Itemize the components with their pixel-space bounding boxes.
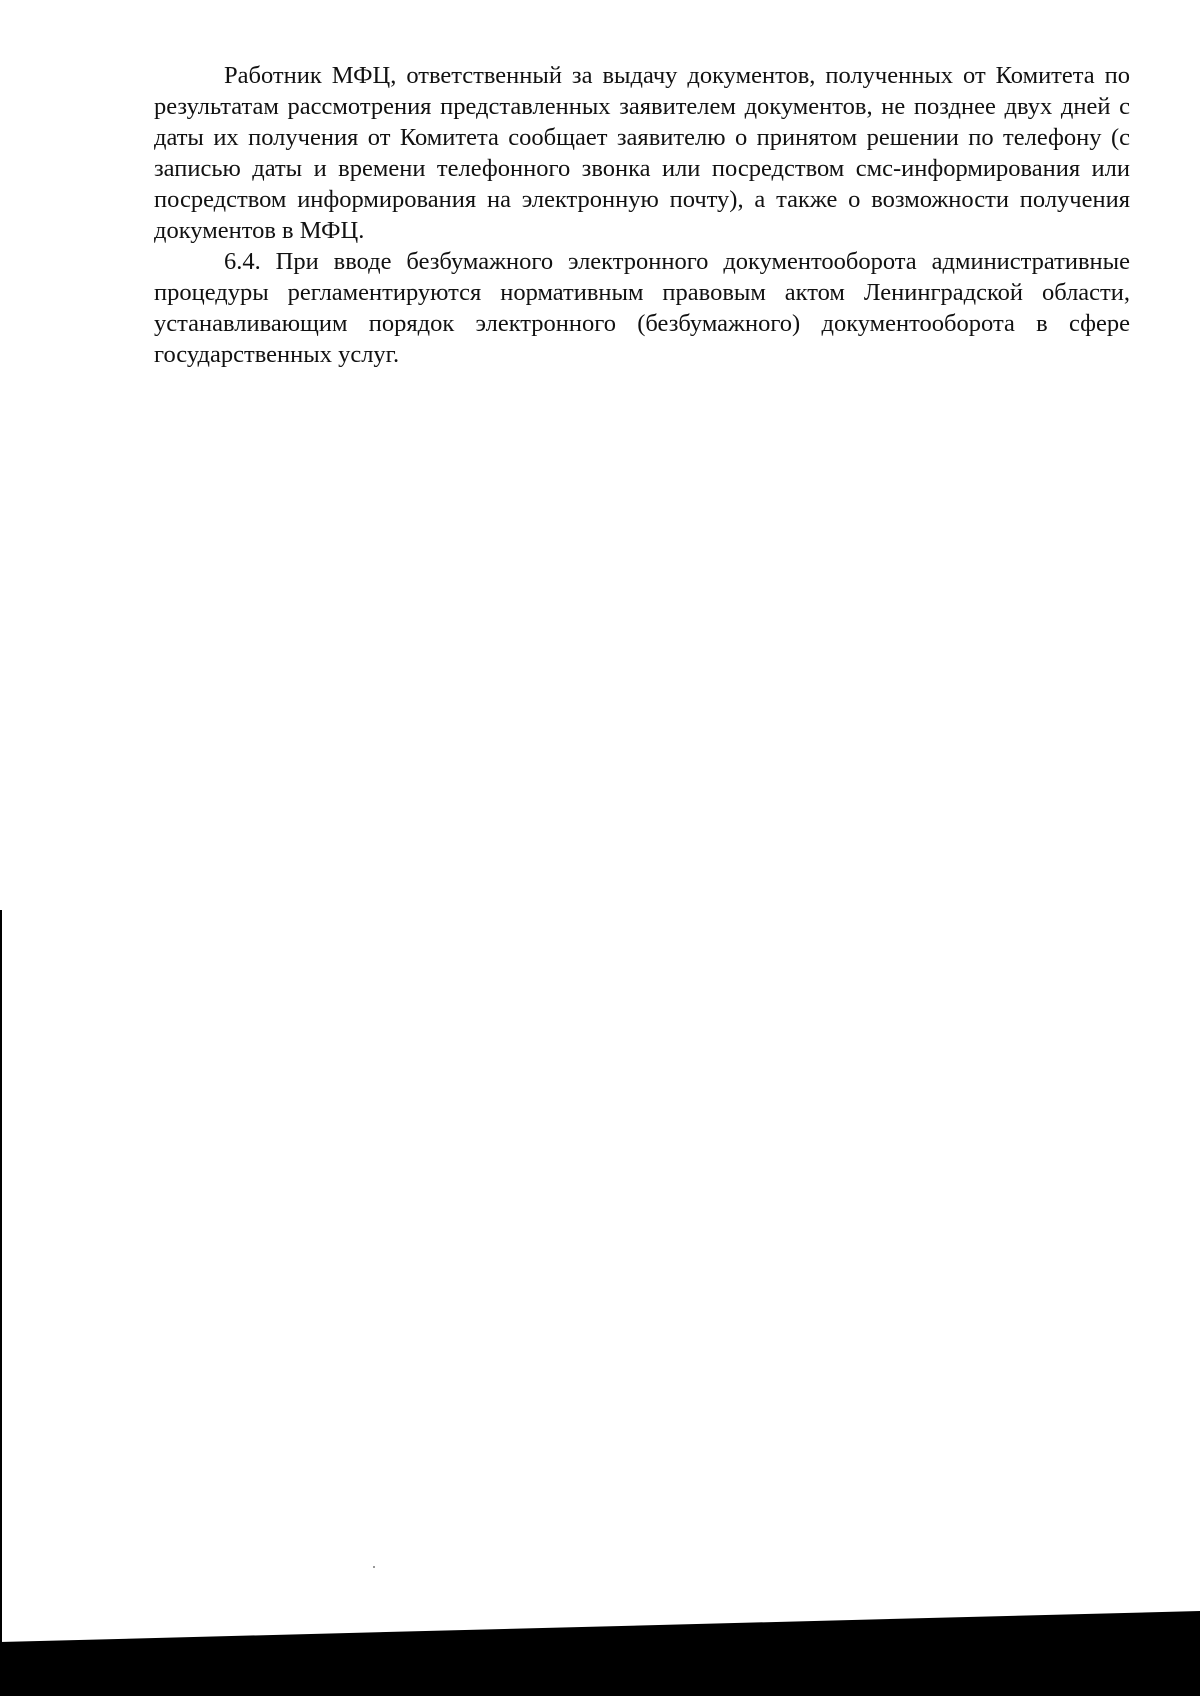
paragraph-mfc-notification: Работник МФЦ, ответственный за выдачу документов, полученных от Комитета по результатам рассмотрения представленных заявителем документов, не позднее двух дней с даты их получения от Комитета сообщает заявителю о принятом решении по телефону (с записью даты и времени телефонного звонка или посредством смс-информирования или посредством информирования на электронную почту), а также о возможности получения документов в МФЦ. xyxy=(154,62,1130,244)
paragraph-6-4: 6.4. При вводе безбумажного электронного документооборота административные процедуры регламентируются нормативным правовым актом Ленинградской области, устанавливающим порядок электронного (безбумажного) документооборота в сфере государственных услуг. xyxy=(154,248,1130,368)
